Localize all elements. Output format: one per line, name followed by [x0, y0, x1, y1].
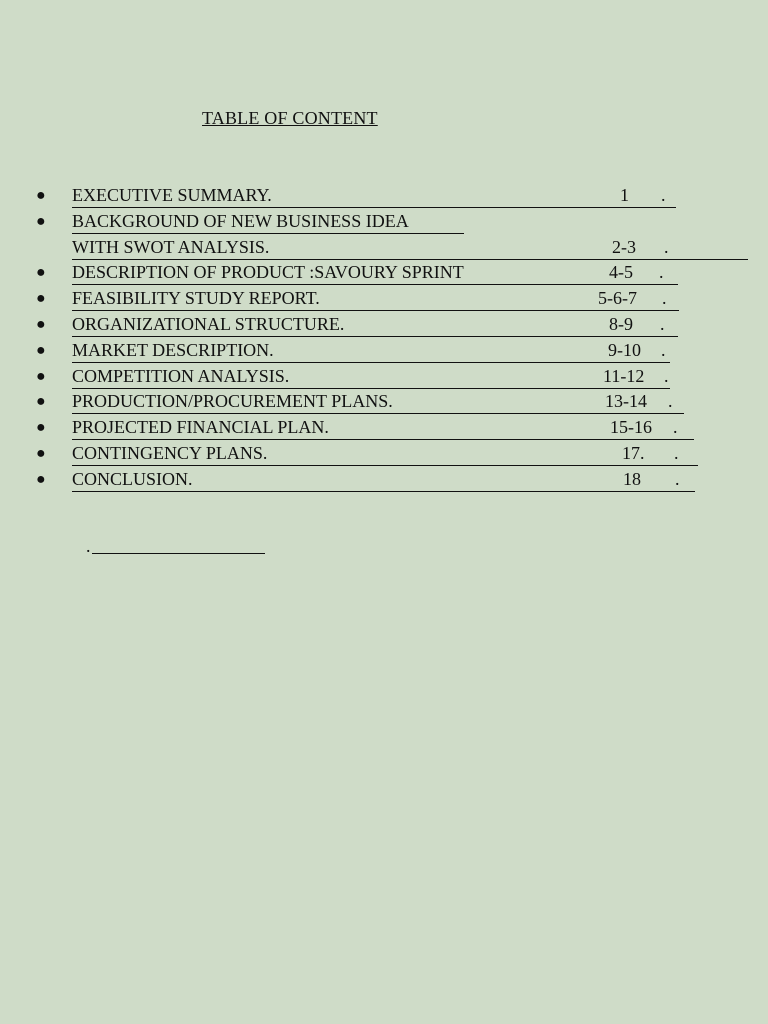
- toc-entry-page: 2-3: [612, 236, 636, 257]
- toc-entry-dot: .: [675, 468, 680, 489]
- toc-entry-executive-summary: [0, 183, 768, 209]
- toc-entry-title: COMPETITION ANALYSIS.: [72, 365, 290, 386]
- toc-entry-title: BACKGROUND OF NEW BUSINESS IDEA: [72, 210, 409, 231]
- toc-entry-page: 17.: [622, 442, 645, 463]
- toc-entry-title: PROJECTED FINANCIAL PLAN.: [72, 417, 329, 438]
- toc-entry-page: 18: [623, 468, 641, 489]
- toc-entry-dot: .: [662, 288, 667, 309]
- bullet-icon: ●: [36, 264, 46, 282]
- toc-entry-title: WITH SWOT ANALYSIS.: [72, 236, 270, 257]
- toc-entry-description-of-product: [0, 260, 768, 286]
- toc-entry-line: [72, 312, 678, 337]
- toc-entry-page: 13-14: [605, 391, 647, 412]
- toc-entry-line: [72, 467, 695, 492]
- toc-entry-dot: .: [674, 442, 679, 463]
- toc-entry-dot: .: [660, 313, 665, 334]
- stray-mark: .: [86, 536, 91, 556]
- bullet-icon: ●: [36, 341, 46, 359]
- toc-entry-dot: .: [664, 236, 669, 257]
- toc-entry-line: [72, 286, 679, 311]
- toc-entry-dot: .: [668, 391, 673, 412]
- toc-entry-line: [72, 260, 678, 285]
- toc-entry-title: ORGANIZATIONAL STRUCTURE.: [72, 313, 345, 334]
- toc-entry-dot: .: [661, 339, 666, 360]
- toc-entry-page: 1: [620, 185, 629, 205]
- toc-entry-page: 8-9: [609, 313, 633, 334]
- bullet-icon: ●: [36, 444, 46, 462]
- toc-entry-page: 9-10: [608, 339, 641, 360]
- toc-entry-dot: .: [673, 417, 678, 438]
- toc-entry-title: PRODUCTION/PROCUREMENT PLANS.: [72, 391, 393, 412]
- bullet-icon: ●: [36, 393, 46, 411]
- bullet-icon: ●: [36, 212, 46, 230]
- toc-entry-organizational-structure: [0, 312, 768, 338]
- toc-entry-line: [72, 441, 698, 466]
- toc-entry-line: [72, 415, 694, 440]
- toc-entry-line: [72, 183, 676, 208]
- toc-entry-title: EXECUTIVE SUMMARY.: [72, 185, 272, 205]
- toc-entry-line: [72, 364, 670, 389]
- toc-entry-contingency-plans: [0, 441, 768, 467]
- toc-entry-line: [72, 235, 748, 260]
- toc-entry-dot: .: [659, 262, 664, 283]
- toc-list: [0, 183, 768, 493]
- toc-entry-swot: [0, 235, 768, 261]
- toc-entry-competition-analysis: [0, 364, 768, 390]
- toc-entry-page: 11-12: [603, 365, 645, 386]
- toc-entry-title: DESCRIPTION OF PRODUCT :SAVOURY SPRINT: [72, 262, 464, 283]
- toc-entry-market-description: [0, 338, 768, 364]
- toc-entry-page: 4-5: [609, 262, 633, 283]
- toc-entry-background: [0, 209, 768, 235]
- bullet-icon: ●: [36, 290, 46, 308]
- toc-title: TABLE OF CONTENT: [202, 108, 378, 128]
- toc-entry-production-procurement: [0, 389, 768, 415]
- toc-entry-dot: .: [664, 365, 669, 386]
- toc-entry-conclusion: [0, 467, 768, 493]
- toc-entry-feasibility: [0, 286, 768, 312]
- toc-entry-title: CONCLUSION.: [72, 468, 193, 489]
- stray-underline: [92, 553, 265, 554]
- toc-entry-dot: .: [661, 185, 666, 205]
- bullet-icon: ●: [36, 470, 46, 488]
- bullet-icon: ●: [36, 367, 46, 385]
- bullet-icon: ●: [36, 315, 46, 333]
- toc-entry-projected-financial-plan: [0, 415, 768, 441]
- toc-entry-line: [72, 209, 464, 234]
- bullet-icon: ●: [36, 419, 46, 437]
- toc-entry-title: CONTINGENCY PLANS.: [72, 442, 268, 463]
- bullet-icon: ●: [36, 187, 46, 204]
- toc-entry-page: 15-16: [610, 417, 652, 438]
- toc-entry-title: FEASIBILITY STUDY REPORT.: [72, 288, 320, 309]
- toc-entry-line: [72, 389, 684, 414]
- toc-entry-title: MARKET DESCRIPTION.: [72, 339, 274, 360]
- toc-entry-line: [72, 338, 670, 363]
- toc-entry-page: 5-6-7: [598, 288, 637, 309]
